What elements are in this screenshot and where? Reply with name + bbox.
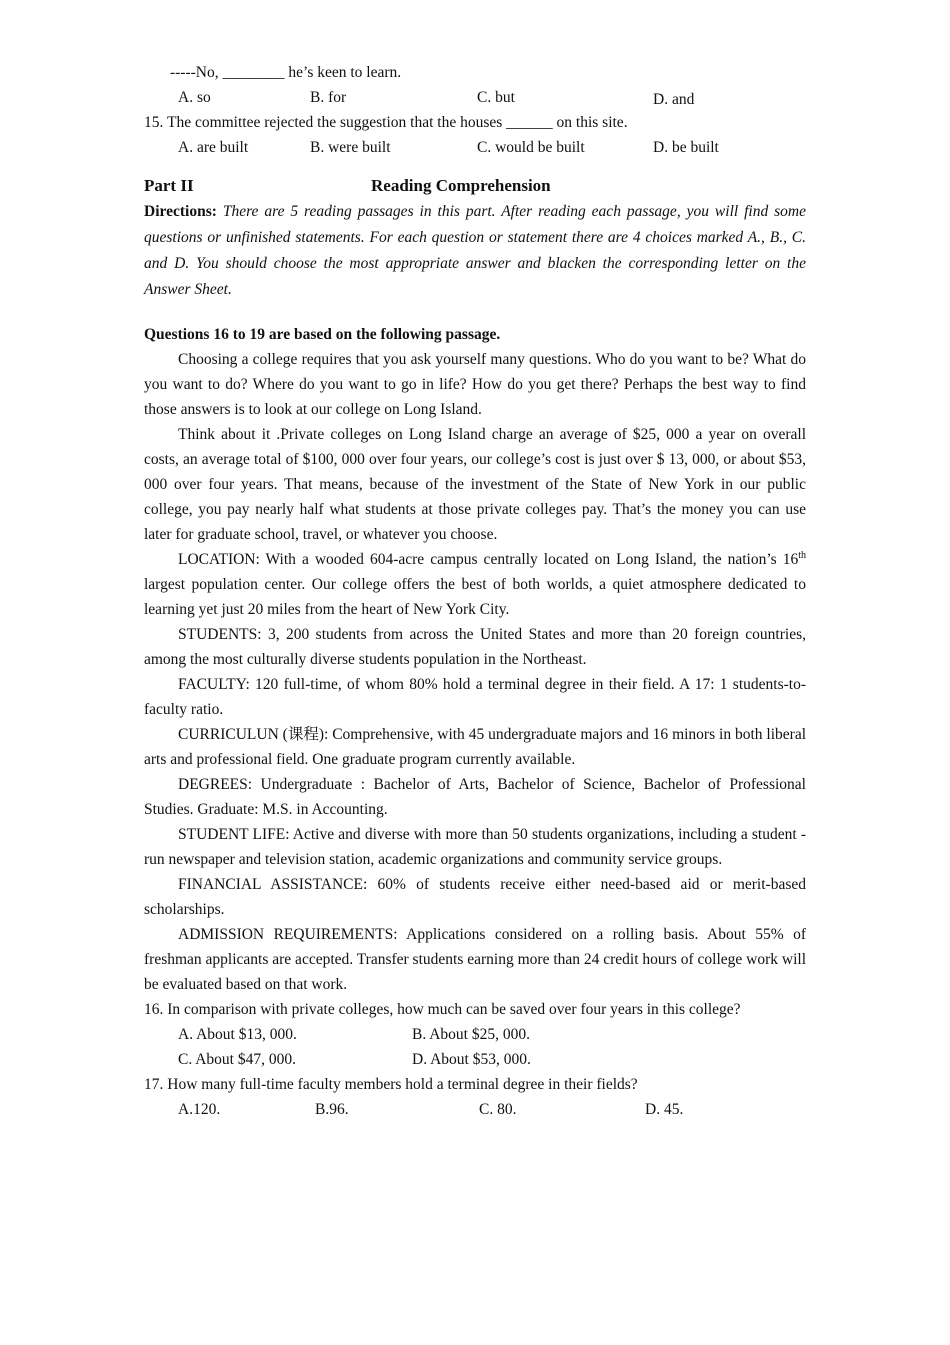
part-label: Part II (144, 176, 194, 195)
q17-option-a: A.120. (178, 1101, 221, 1118)
q17-option-d: D. 45. (645, 1101, 684, 1118)
q14-stem: -----No, ________ he’s keen to learn. (170, 64, 402, 81)
q14-options (144, 85, 806, 110)
q14-option-c: C. but (477, 89, 515, 106)
part-heading (144, 173, 806, 199)
q16-option-d: D. About $53, 000. (412, 1051, 531, 1068)
directions-text: There are 5 reading passages in this part. After reading each passage, you will find some questions or unfinished statements. For each question or statement there are 4 choices marked A., B., C. and D. You should choose the most appropriate answer and blacken the corresponding letter on the Answer Sheet. (144, 203, 807, 298)
location-text-end: largest population center. Our college offers the best of both worlds, a quiet atmosphere dedicated to learning yet just 20 miles from the heart of New York City. (144, 576, 806, 618)
q16-options-row1 (144, 1022, 806, 1047)
passage-heading: Questions 16 to 19 are based on the following passage. (144, 326, 501, 343)
passage-paragraph-students: STUDENTS: 3, 200 students from across the United States and more than 20 foreign countries, among the most culturally diverse students population in the Northeast. (144, 626, 806, 668)
q16-options-row2 (144, 1047, 806, 1072)
q15-option-d: D. be built (653, 139, 719, 156)
passage-paragraph-student-life: STUDENT LIFE: Active and diverse with more than 50 students organizations, including a student -run newspaper and television station, academic organizations and community service groups. (144, 826, 806, 868)
q15-option-b: B. were built (310, 139, 391, 156)
q16-option-c: C. About $47, 000. (178, 1051, 296, 1068)
q17-option-b: B.96. (315, 1101, 349, 1118)
q16-option-a: A. About $13, 000. (178, 1026, 297, 1043)
directions-label: Directions: (144, 203, 217, 220)
q17-option-c: C. 80. (479, 1101, 517, 1118)
q15-stem: 15. The committee rejected the suggestion that the houses ______ on this site. (144, 114, 628, 131)
ordinal-superscript: th (798, 549, 806, 561)
q14-option-a: A. so (178, 89, 211, 106)
q16-option-b: B. About $25, 000. (412, 1026, 530, 1043)
q15-options (144, 135, 806, 160)
location-text-start: LOCATION: With a wooded 604-acre campus centrally located on Long Island, the nation’s 16 (178, 551, 799, 568)
passage-paragraph-faculty: FACULTY: 120 full-time, of whom 80% hold a terminal degree in their field. A 17: 1 students-to-faculty ratio. (144, 676, 806, 718)
passage-paragraph-location (144, 547, 806, 622)
passage-paragraph-admission: ADMISSION REQUIREMENTS: Applications considered on a rolling basis. About 55% of freshman applicants are accepted. Transfer students earning more than 24 credit hours of college work will be evaluated based on that work. (144, 926, 806, 993)
part-title: Reading Comprehension (371, 176, 551, 195)
directions (144, 199, 806, 303)
passage-paragraph-degrees: DEGREES: Undergraduate : Bachelor of Arts, Bachelor of Science, Bachelor of Professional Studies. Graduate: M.S. in Accounting. (144, 776, 806, 818)
passage-paragraph-curriculum: CURRICULUN (课程): Comprehensive, with 45 undergraduate majors and 16 minors in both liberal arts and professional field. One graduate program currently available. (144, 726, 806, 768)
q15-option-c: C. would be built (477, 139, 585, 156)
passage-paragraph-2: Think about it .Private colleges on Long Island charge an average of $25, 000 a year on overall costs, an average total of $100, 000 over four years, our college’s cost is just over $ 13, 000, or about $53, 000 over four years. That means, because of the investment of the State of New York in our public college, you pay nearly half what students at those private colleges pay. That’s the money you can use later for graduate school, travel, or whatever you choose. (144, 426, 806, 543)
q14-option-d: D. and (653, 91, 695, 108)
passage-paragraph-1: Choosing a college requires that you ask yourself many questions. Who do you want to be? What do you want to do? Where do you want to go in life? How do you get there? Perhaps the best way to find those answers is to look at our college on Long Island. (144, 351, 806, 418)
q16-stem: 16. In comparison with private colleges, how much can be saved over four years in this college? (144, 1001, 741, 1018)
passage-paragraph-financial: FINANCIAL ASSISTANCE: 60% of students receive either need-based aid or merit-based scholarships. (144, 876, 806, 918)
q17-options (144, 1097, 806, 1122)
q17-stem: 17. How many full-time faculty members hold a terminal degree in their fields? (144, 1076, 638, 1093)
q15-option-a: A. are built (178, 139, 249, 156)
q14-option-b: B. for (310, 89, 347, 106)
page-content (144, 60, 806, 1122)
